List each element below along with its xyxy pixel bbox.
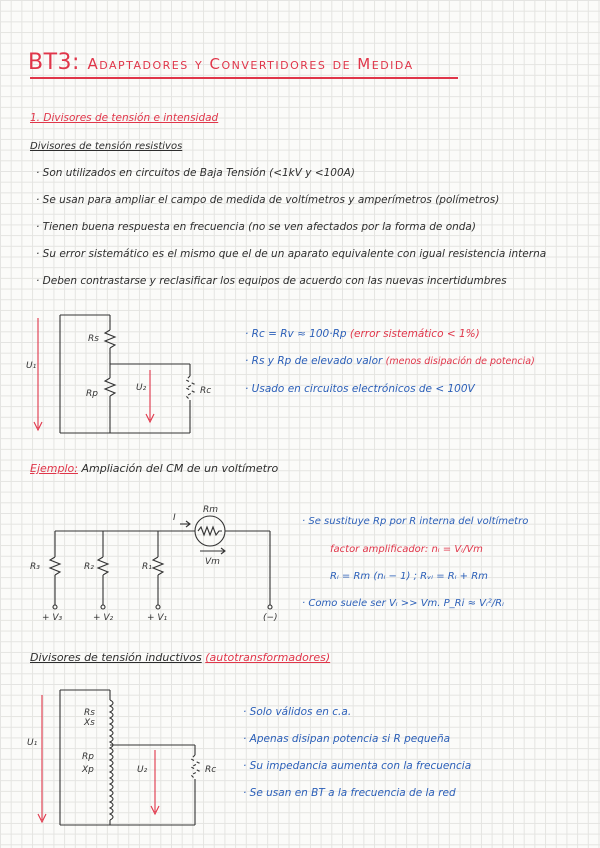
inductive-divider-circuit xyxy=(38,690,199,825)
label-u2: U₂ xyxy=(136,383,147,393)
title-rest: Adaptadores y Convertidores de Medida xyxy=(87,55,414,73)
list-item: · Tienen buena respuesta en frecuencia (no se ven afectados por la forma de onda) xyxy=(36,221,476,233)
label-xs: Xs xyxy=(84,718,95,728)
example-note-4: · Como suele ser Vᵢ >> Vm. P_Ri ≈ Vᵢ²/Rᵢ xyxy=(302,598,504,609)
label-r2: R₂ xyxy=(84,562,94,572)
label-rs: Rs xyxy=(88,334,99,344)
list-item: · Se usan en BT a la frecuencia de la red xyxy=(243,787,456,799)
list-item: · Apenas disipan potencia si R pequeña xyxy=(243,733,451,745)
example-note-1: · Se sustituye Rp por R interna del voltímetro xyxy=(302,516,529,527)
example-heading: Ejemplo: Ampliación del CM de un voltímetro xyxy=(30,462,279,475)
label-vm: Vm xyxy=(205,557,220,567)
label-u1: U₁ xyxy=(26,361,37,371)
list-item: · Son utilizados en circuitos de Baja Tensión (<1kV y <100A) xyxy=(36,167,355,179)
label-v3: + V₃ xyxy=(42,613,63,623)
label-r1: R₁ xyxy=(142,562,152,572)
title-prefix: BT3: xyxy=(28,50,80,75)
label-rp-inductive: Rp xyxy=(82,752,94,762)
label-minus: (−) xyxy=(263,613,278,623)
section1-subheading: Divisores de tensión resistivos xyxy=(30,141,183,152)
list-item: · Se usan para ampliar el campo de medida de voltímetros y amperímetros (polímetros) xyxy=(36,194,500,206)
list-item: · Deben contrastarse y reclasificar los equipos de acuerdo con las nuevas incertidumbres xyxy=(36,275,507,287)
list-item: · Su error sistemático es el mismo que el de un aparato equivalente con igual resistencia interna xyxy=(36,248,547,260)
section2-heading: Divisores de tensión inductivos (autotransformadores) xyxy=(30,651,331,664)
label-r3: R₃ xyxy=(30,562,40,572)
note-electronic-circuits: · Usado en circuitos electrónicos de < 100V xyxy=(245,383,475,395)
label-rc: Rc xyxy=(200,386,212,396)
label-v1: + V₁ xyxy=(147,613,168,623)
section1-heading: 1. Divisores de tensión e intensidad xyxy=(30,112,219,124)
note-rc-formula: · Rc = Rv ≈ 100·Rp (error sistemático < 1%) xyxy=(245,328,480,340)
label-rp: Rp xyxy=(86,389,98,399)
list-item: · Su impedancia aumenta con la frecuencia xyxy=(243,760,472,772)
note-high-values: · Rs y Rp de elevado valor (menos disipación de potencia) xyxy=(245,355,535,367)
label-xp: Xp xyxy=(82,765,94,775)
label-rm: Rm xyxy=(203,505,219,515)
label-v2: + V₂ xyxy=(93,613,114,623)
label-i: I xyxy=(173,513,176,523)
label-u1-inductive: U₁ xyxy=(27,738,38,748)
example-note-3: Rᵢ = Rm (nᵢ − 1) ; Rᵥᵢ = Rᵢ + Rm xyxy=(330,571,488,582)
example-note-2: factor amplificador: nᵢ = Vᵢ/Vm xyxy=(330,544,483,555)
list-item: · Solo válidos en c.a. xyxy=(243,706,352,718)
label-u2-inductive: U₂ xyxy=(137,765,148,775)
label-rs-inductive: Rs xyxy=(84,708,95,718)
label-rc-inductive: Rc xyxy=(205,765,217,775)
resistive-divider-circuit xyxy=(34,315,194,433)
